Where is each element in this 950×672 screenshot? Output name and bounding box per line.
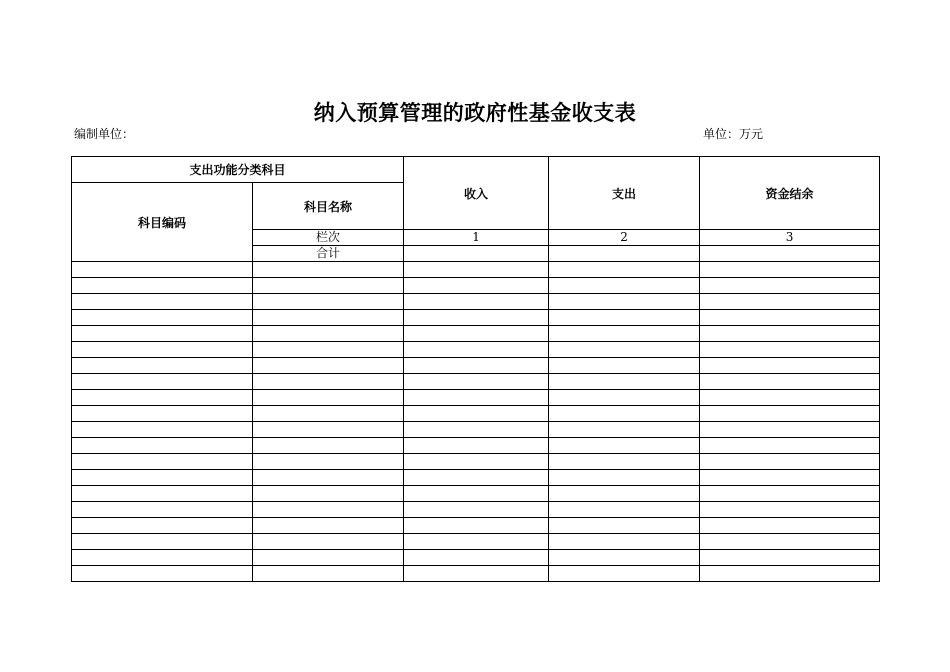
table-cell: [549, 566, 700, 582]
table-cell: [72, 502, 253, 518]
table-cell: [253, 358, 404, 374]
table-cell: [253, 390, 404, 406]
group-header-cell: 支出功能分类科目: [72, 157, 404, 183]
table-cell: [700, 358, 880, 374]
table-cell: [549, 454, 700, 470]
table-cell: [404, 390, 549, 406]
table-cell: [549, 550, 700, 566]
table-cell: [549, 438, 700, 454]
table-cell: [253, 470, 404, 486]
table-cell: [72, 294, 253, 310]
table-row: [72, 470, 880, 486]
table-cell: [700, 278, 880, 294]
table-cell: [72, 486, 253, 502]
table-cell: [700, 406, 880, 422]
table-cell: [549, 406, 700, 422]
col-number-1: 1: [404, 230, 549, 246]
unit-label: 单位：万元: [703, 127, 764, 141]
table-cell: [72, 550, 253, 566]
table-cell: [549, 486, 700, 502]
table-row: [72, 566, 880, 582]
table-cell: [72, 518, 253, 534]
table-cell: [253, 342, 404, 358]
table-cell: [404, 518, 549, 534]
table-cell: [72, 342, 253, 358]
table-cell: [549, 342, 700, 358]
total-income-cell: [404, 246, 549, 262]
table-cell: [253, 278, 404, 294]
table-cell: [404, 310, 549, 326]
table-cell: [72, 566, 253, 582]
table-cell: [549, 262, 700, 278]
table-row: [72, 326, 880, 342]
compiling-unit-label: 编制单位：: [74, 127, 135, 141]
table-cell: [700, 326, 880, 342]
table-cell: [253, 502, 404, 518]
table-cell: [404, 550, 549, 566]
expense-header-cell: 支出: [549, 157, 700, 230]
table-cell: [253, 262, 404, 278]
table-row: [72, 550, 880, 566]
table-cell: [549, 278, 700, 294]
table-row: [72, 310, 880, 326]
table-cell: [253, 534, 404, 550]
table-cell: [549, 294, 700, 310]
table-cell: [700, 518, 880, 534]
table-cell: [253, 550, 404, 566]
col-number-3: 3: [700, 230, 880, 246]
table-cell: [72, 470, 253, 486]
table-cell: [404, 566, 549, 582]
table-cell: [253, 566, 404, 582]
table-cell: [549, 390, 700, 406]
table-row: [72, 262, 880, 278]
table-cell: [253, 294, 404, 310]
table-cell: [72, 390, 253, 406]
table-cell: [72, 454, 253, 470]
table-cell: [72, 262, 253, 278]
table-cell: [404, 438, 549, 454]
total-expense-cell: [549, 246, 700, 262]
table-cell: [404, 262, 549, 278]
table-cell: [700, 294, 880, 310]
table-row: [72, 502, 880, 518]
total-label-cell: 合计: [253, 246, 404, 262]
table-cell: [404, 294, 549, 310]
table-cell: [700, 486, 880, 502]
table-cell: [253, 486, 404, 502]
table-cell: [549, 358, 700, 374]
table-cell: [72, 438, 253, 454]
table-cell: [404, 454, 549, 470]
table-cell: [700, 438, 880, 454]
header-row-1: [72, 157, 880, 183]
table-cell: [700, 422, 880, 438]
table-cell: [549, 518, 700, 534]
income-header-cell: 收入: [404, 157, 549, 230]
table-cell: [700, 550, 880, 566]
table-cell: [72, 534, 253, 550]
table-cell: [404, 470, 549, 486]
table-cell: [700, 534, 880, 550]
table-cell: [253, 422, 404, 438]
table-row: [72, 486, 880, 502]
table-row: [72, 454, 880, 470]
table-cell: [549, 470, 700, 486]
table-row: [72, 390, 880, 406]
table-cell: [404, 422, 549, 438]
total-balance-cell: [700, 246, 880, 262]
table-row: [72, 518, 880, 534]
code-header-cell: 科目编码: [72, 183, 253, 262]
table-cell: [404, 326, 549, 342]
table-cell: [700, 342, 880, 358]
table-row: [72, 422, 880, 438]
table-cell: [253, 374, 404, 390]
table-row: [72, 406, 880, 422]
table-cell: [404, 342, 549, 358]
document-title: 纳入预算管理的政府性基金收支表: [313, 101, 637, 125]
table-cell: [253, 326, 404, 342]
table-cell: [549, 326, 700, 342]
table-cell: [404, 502, 549, 518]
table-cell: [549, 374, 700, 390]
balance-header-cell: 资金结余: [700, 157, 880, 230]
table-cell: [72, 374, 253, 390]
table-cell: [72, 358, 253, 374]
table-cell: [253, 518, 404, 534]
name-header-cell: 科目名称: [253, 183, 404, 230]
table-row: [72, 294, 880, 310]
table-row: [72, 342, 880, 358]
table-row: [72, 374, 880, 390]
fund-table: [71, 156, 880, 582]
lanci-cell: 栏次: [253, 230, 404, 246]
table-row: [72, 278, 880, 294]
table-cell: [72, 406, 253, 422]
table-row: [72, 358, 880, 374]
table-cell: [72, 422, 253, 438]
table-cell: [700, 374, 880, 390]
table-row: [72, 534, 880, 550]
table-cell: [404, 406, 549, 422]
table-cell: [700, 566, 880, 582]
table-cell: [700, 390, 880, 406]
table-cell: [700, 470, 880, 486]
table-cell: [549, 310, 700, 326]
table-cell: [549, 502, 700, 518]
table-cell: [700, 262, 880, 278]
table-cell: [700, 310, 880, 326]
table-cell: [700, 502, 880, 518]
table-cell: [549, 534, 700, 550]
table-cell: [253, 454, 404, 470]
table-cell: [253, 310, 404, 326]
table-cell: [700, 454, 880, 470]
table-cell: [404, 374, 549, 390]
table-cell: [253, 438, 404, 454]
table-cell: [404, 486, 549, 502]
table-cell: [404, 534, 549, 550]
table-cell: [404, 358, 549, 374]
col-number-2: 2: [549, 230, 700, 246]
table-cell: [253, 406, 404, 422]
table-cell: [72, 310, 253, 326]
table-row: [72, 438, 880, 454]
table-cell: [404, 278, 549, 294]
table-cell: [72, 278, 253, 294]
table-cell: [549, 422, 700, 438]
table-cell: [72, 326, 253, 342]
